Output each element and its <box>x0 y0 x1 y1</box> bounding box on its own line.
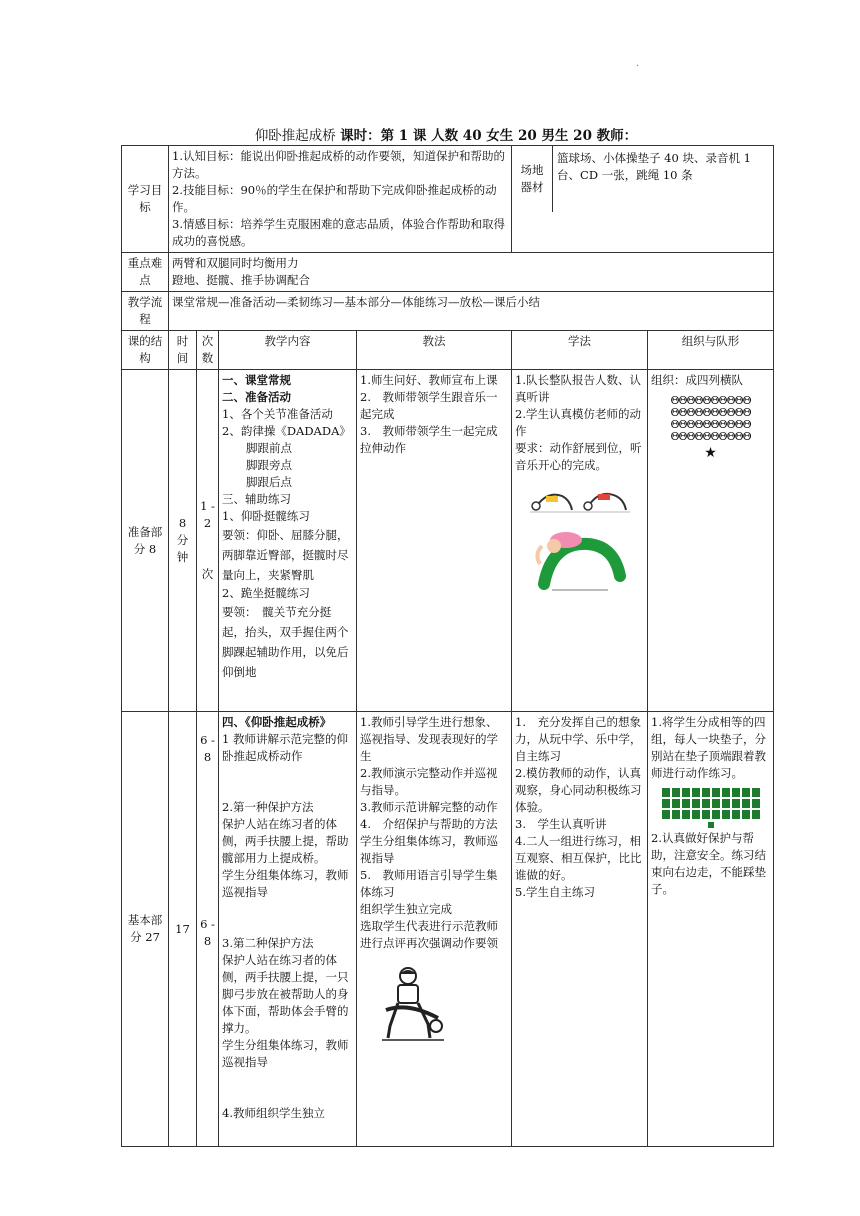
content-line: 四、《仰卧推起成桥》 <box>222 715 332 729</box>
keypoints-cell <box>169 253 774 292</box>
content-line: 2、韵律操《DADADA》 <box>222 424 351 438</box>
col-organization: 组织与队形 <box>648 331 774 370</box>
content-line: 2、跪坐挺髋练习 <box>222 586 310 600</box>
flow-text: 课堂常规—准备活动—柔韧练习—基本部分—体能练习—放松—课后小结 <box>169 292 774 331</box>
method-line: 3. 教师带领学生一起完成拉伸动作 <box>360 424 498 455</box>
formation-row: ΘΘΘΘΘΘΘΘΘΘ <box>670 418 751 431</box>
learning-line: 1.队长整队报告人数、认真听讲 <box>515 373 642 404</box>
objectives-row <box>122 146 774 253</box>
main-structure: 基本部分 27 <box>122 712 169 1147</box>
main-count-bottom: 6 - 8 <box>200 917 215 948</box>
main-count <box>197 712 219 1147</box>
warmup-count <box>197 370 219 712</box>
content-line: 三、辅助练习 <box>222 492 291 506</box>
col-content: 教学内容 <box>219 331 357 370</box>
warmup-row <box>122 370 774 712</box>
content-line: 1 教师讲解示范完整的仰卧推起成桥动作 <box>222 732 348 763</box>
content-line: 脚跟后点 <box>246 475 292 489</box>
method-line: 1.教师引导学生进行想象、巡视指导、发现表现好的学生 <box>360 715 498 763</box>
learning-line: 4.二人一组进行练习，相互观察、相互保护，比比谁做的好。 <box>515 834 642 882</box>
content-line: 3.第二种保护方法 <box>222 936 314 950</box>
main-method <box>357 712 512 1147</box>
keypoints-row <box>122 253 774 292</box>
learning-line: 2.学生认真模仿老师的动作 <box>515 407 642 438</box>
mat-formation <box>651 788 770 819</box>
flow-row <box>122 292 774 331</box>
learning-line: 要求：动作舒展到位，听音乐开心的完成。 <box>515 441 642 472</box>
lesson-plan-table <box>121 145 774 1147</box>
content-line: 保护人站在练习者的体侧，两手扶腰上提，一只脚弓步放在被帮助人的身体下面，帮助体会手臂的撑力。 <box>222 953 349 1035</box>
objectives-label: 学习目标 <box>122 146 169 253</box>
content-line: 一、课堂常规 <box>222 373 291 387</box>
learning-line: 5.学生自主练习 <box>515 885 596 899</box>
keypoints-label: 重点难点 <box>122 253 169 292</box>
warmup-method <box>357 370 512 712</box>
objective-item: 3.情感目标：培养学生克服困难的意志品质，体验合作帮助和取得成功的喜悦感。 <box>172 217 505 248</box>
content-line: 二、准备活动 <box>222 390 291 404</box>
keypoint-line: 两臂和双腿同时均衡用力 <box>172 256 299 270</box>
objective-item: 1.认知目标：能说出仰卧推起成桥的动作要领，知道保护和帮助的方法。 <box>172 149 505 180</box>
formation-row: ΘΘΘΘΘΘΘΘΘΘ <box>670 406 751 419</box>
lesson-name: 仰卧推起成桥 <box>254 128 336 144</box>
method-line: 学生分组集体练习，教师巡视指导 <box>360 834 498 865</box>
bridge-exercise-illustration <box>528 482 632 516</box>
content-line: 4.教师组织学生独立 <box>222 1106 325 1120</box>
venue-label: 场地器材 <box>512 146 553 212</box>
content-line: 1、各个关节准备活动 <box>222 407 333 421</box>
venue-cell <box>512 146 774 253</box>
method-line: 选取学生代表进行示范教师进行点评再次强调动作要领 <box>360 919 498 950</box>
objective-item: 2.技能目标：90％的学生在保护和帮助下完成仰卧推起成桥的动作。 <box>172 183 497 214</box>
content-line: 学生分组集体练习，教师巡视指导 <box>222 868 349 899</box>
column-header-row <box>122 331 774 370</box>
warmup-learning <box>512 370 648 712</box>
main-content <box>219 712 357 1147</box>
warmup-count-top: 1 - 2 <box>200 499 215 530</box>
learning-line: 2.模仿教师的动作，认真观察，身心同动积极练习体验。 <box>515 766 642 814</box>
learning-line: 1. 充分发挥自己的想象力，从玩中学、乐中学，自主练习 <box>515 715 642 763</box>
student-formation <box>651 395 770 443</box>
content-line: 2.第一种保护方法 <box>222 800 314 814</box>
formation-row: ΘΘΘΘΘΘΘΘΘΘ <box>670 394 751 407</box>
content-line: 1、仰卧挺髋练习 <box>222 509 310 523</box>
warmup-count-bottom: 次 <box>201 567 214 581</box>
spotting-method-illustration <box>378 966 448 1044</box>
method-line: 2.教师演示完整动作并巡视与指导。 <box>360 766 498 797</box>
organization-text: 1.将学生分成相等的四组，每人一块垫子，分别站在垫子顶端跟着教师进行动作练习。 <box>651 715 767 780</box>
warmup-time: 8 分 钟 <box>169 370 197 712</box>
content-line: 保护人站在练习者的体侧，两手扶腰上提，帮助髋部用力上提成桥。 <box>222 817 349 865</box>
main-part-row <box>122 712 774 1147</box>
gymnast-backbend-illustration <box>532 524 628 594</box>
col-learning: 学法 <box>512 331 648 370</box>
content-line: 要领： 髋关节充分挺起，抬头，双手握住两个脚踝起辅助作用，以免后仰倒地 <box>222 605 349 679</box>
organization-label: 组织：成四列横队 <box>651 373 744 387</box>
page-dot: . <box>636 58 640 69</box>
teacher-star-icon: ★ <box>704 445 717 461</box>
warmup-structure: 准备部分 8 <box>122 370 169 712</box>
method-line: 1.师生问好、教师宣布上课 <box>360 373 498 387</box>
content-line: 要领：仰卧、屈膝分腿，两脚靠近臀部，挺髋时尽量向上，夹紧臀肌 <box>222 528 349 582</box>
method-line: 5. 教师用语言引导学生集体练习 <box>360 868 498 899</box>
flow-label: 教学流程 <box>122 292 169 331</box>
lesson-header <box>120 124 772 144</box>
venue-text: 篮球场、小体操垫子 40 块、录音机 1 台、CD 一张，跳绳 10 条 <box>557 151 751 182</box>
warmup-content <box>219 370 357 712</box>
keypoint-line: 蹬地、挺髋、推手协调配合 <box>172 273 310 287</box>
content-line: 脚跟旁点 <box>246 458 292 472</box>
main-learning <box>512 712 648 1147</box>
main-count-top: 6 - 8 <box>200 733 215 764</box>
warmup-organization <box>648 370 774 712</box>
col-count: 次数 <box>197 331 219 370</box>
content-line: 学生分组集体练习，教师巡视指导 <box>222 1038 349 1069</box>
lesson-info: 课时：第 1 课 人数 40 女生 20 男生 20 教师： <box>340 128 638 144</box>
col-time: 时间 <box>169 331 197 370</box>
method-line: 组织学生独立完成 <box>360 902 452 916</box>
method-line: 2. 教师带领学生跟音乐一起完成 <box>360 390 498 421</box>
main-organization <box>648 712 774 1147</box>
objectives-cell <box>169 146 512 253</box>
col-method: 教法 <box>357 331 512 370</box>
col-structure: 课的结构 <box>122 331 169 370</box>
organization-text: 2.认真做好保护与帮助，注意安全。练习结束向右边走，不能踩垫子。 <box>651 831 767 896</box>
method-line: 4. 介绍保护与帮助的方法 <box>360 817 498 831</box>
formation-row: ΘΘΘΘΘΘΘΘΘΘ <box>670 430 751 443</box>
teacher-position-marker <box>708 822 714 828</box>
main-time: 17 <box>169 712 197 1147</box>
content-line: 脚跟前点 <box>246 441 292 455</box>
method-line: 3.教师示范讲解完整的动作 <box>360 800 498 814</box>
learning-line: 3. 学生认真听讲 <box>515 817 607 831</box>
